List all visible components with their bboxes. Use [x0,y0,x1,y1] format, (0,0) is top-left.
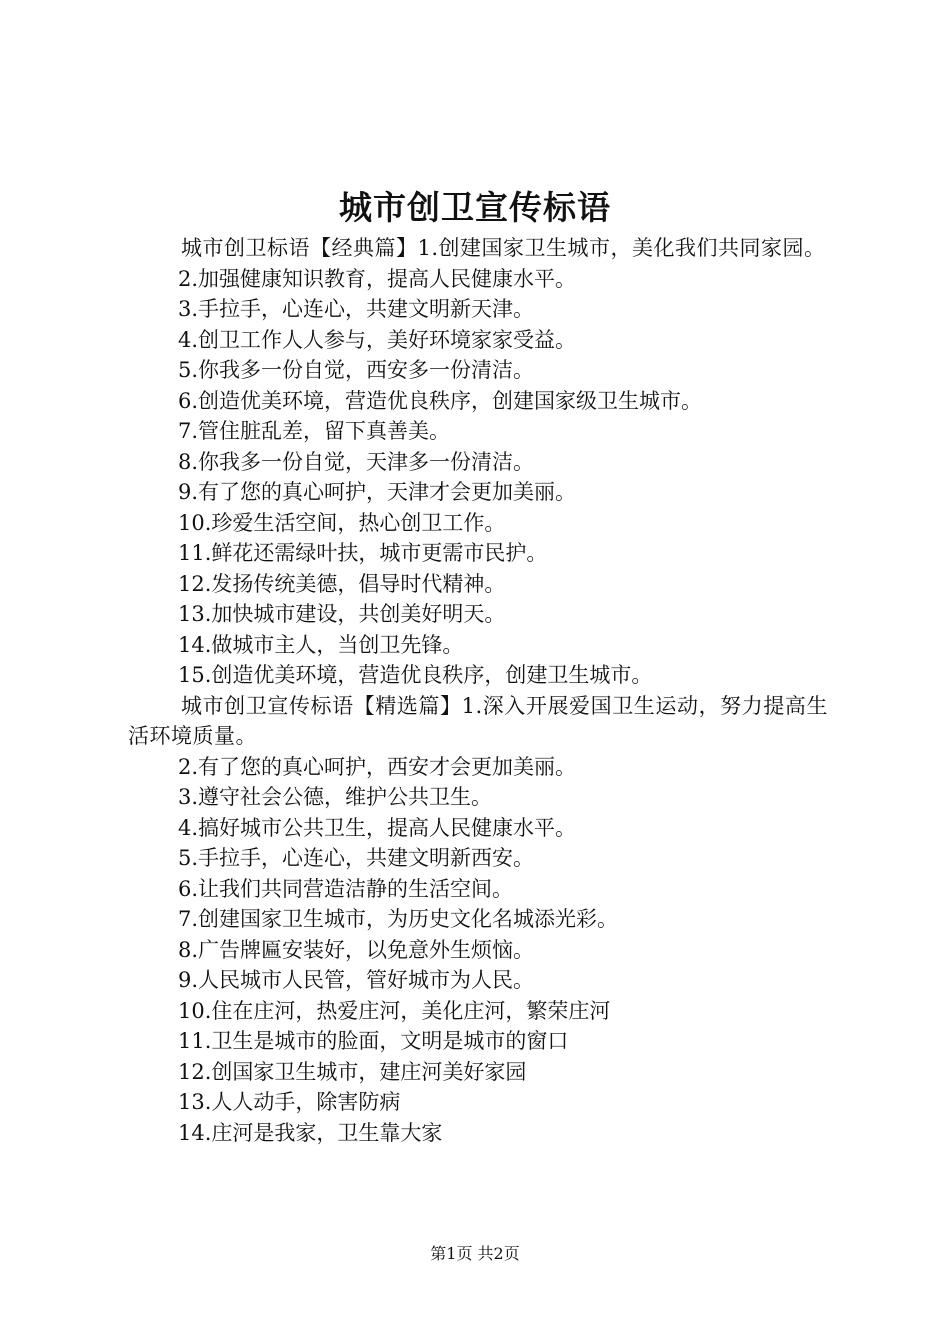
slogan-line: 9.人民城市人民管，管好城市为人民。 [178,968,535,992]
slogan-line: 6.创造优美环境，营造优良秩序，创建国家级卫生城市。 [178,388,703,413]
slogan-line: 11.卫生是城市的脸面，文明是城市的窗口 [178,1029,569,1053]
slogan-line: 12.创国家卫生城市，建庄河美好家园 [178,1059,527,1084]
slogan-line: 2.有了您的真心呵护，西安才会更加美丽。 [178,754,577,779]
slogan-line: 11.鲜花还需绿叶扶，城市更需市民护。 [178,541,548,565]
document-title: 城市创卫宣传标语 [339,188,611,227]
slogan-line: 10.住在庄河，热爱庄河，美化庄河，繁荣庄河 [178,998,611,1023]
slogan-line: 12.发扬传统美德，倡导时代精神。 [178,571,506,596]
slogan-line: 15.创造优美环境，营造优良秩序，创建卫生城市。 [178,663,653,687]
slogan-line: 2.加强健康知识教育，提高人民健康水平。 [178,266,577,291]
slogan-line: 13.人人动手，除害防病 [178,1090,401,1114]
slogan-line: 14.庄河是我家，卫生靠大家 [178,1120,443,1145]
slogan-line: 5.你我多一份自觉，西安多一份清洁。 [178,358,535,382]
slogan-line: 5.手拉手，心连心，共建文明新西安。 [178,846,535,870]
slogan-line: 8.你我多一份自觉，天津多一份清洁。 [178,449,535,474]
slogan-line: 4.搞好城市公共卫生，提高人民健康水平。 [178,815,577,840]
section1-intro: 城市创卫标语【经典篇】1.创建国家卫生城市，美化我们共同家园。 [181,236,826,260]
slogan-line: 10.珍爱生活空间，热心创卫工作。 [178,510,506,535]
slogan-line: 3.手拉手，心连心，共建文明新天津。 [178,297,535,321]
slogan-line: 7.创建国家卫生城市，为历史文化名城添光彩。 [178,907,619,931]
slogan-line: 7.管住脏乱差，留下真善美。 [178,419,451,443]
slogan-line: 6.让我们共同营造洁静的生活空间。 [178,876,514,901]
slogan-line: 13.加快城市建设，共创美好明天。 [178,602,506,626]
page-footer: 第1页 共2页 [430,1244,520,1263]
slogan-line: 14.做城市主人，当创卫先锋。 [178,632,464,657]
slogan-line: 9.有了您的真心呵护，天津才会更加美丽。 [178,480,577,504]
section2-intro: 城市创卫宣传标语【精选篇】1.深入开展爱国卫生运动，努力提高生活环境质量。 [128,693,828,748]
document-body [128,233,828,1148]
slogan-line: 8.广告牌匾安装好，以免意外生烦恼。 [178,937,535,962]
slogan-line: 4.创卫工作人人参与，美好环境家家受益。 [178,327,577,352]
slogan-line: 3.遵守社会公德，维护公共卫生。 [178,785,493,809]
